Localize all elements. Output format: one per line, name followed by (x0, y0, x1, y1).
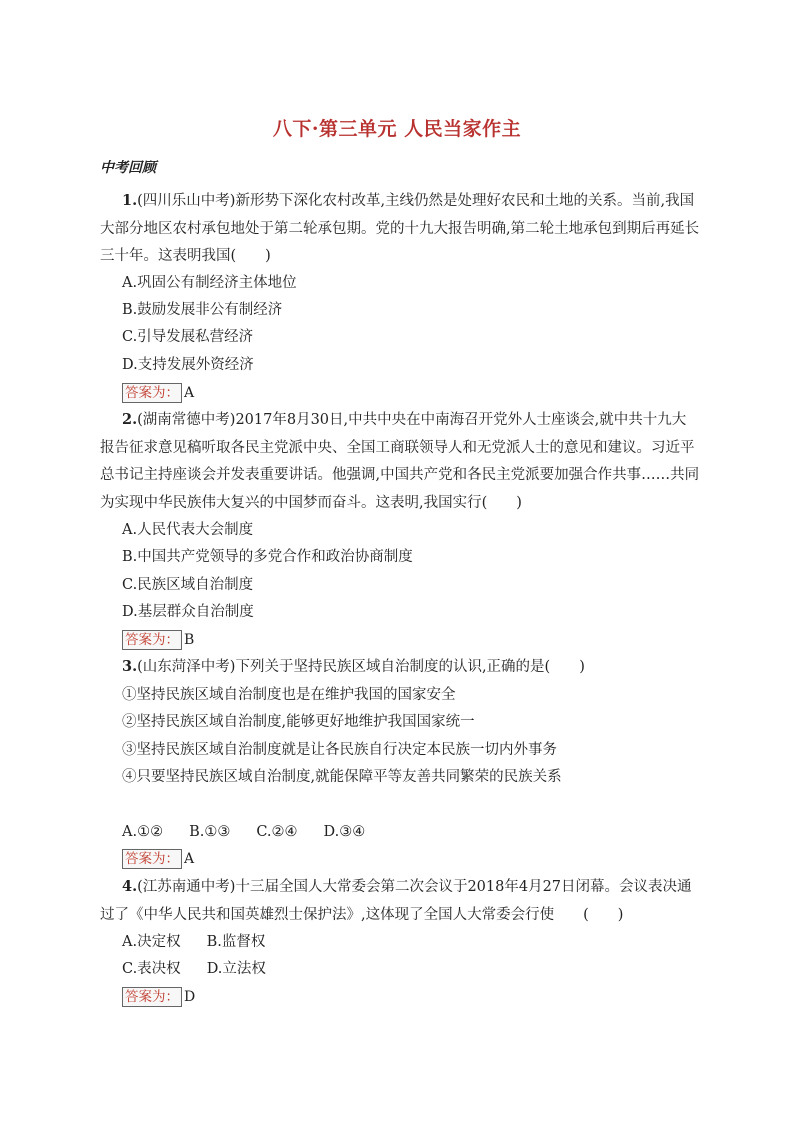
option-c: C.民族区域自治制度 (122, 577, 254, 593)
option-d: D.立法权 (206, 961, 266, 977)
question-stem: (湖南常德中考)2017年8月30日,中共中央在中南海召开党外人士座谈会,就中共十九大报告征求意见稿听取各民主党派中央、全国工商联领导人和无党派人士的意见和建议。习近平总书记主持座谈会并发表重要讲话。他强调,中国共产党和各民主党派要加强合作共事……共同为实现中华民族伟大复兴的中国梦而奋斗。这表明,我国实行( ) (100, 412, 700, 511)
option-d: D.③④ (323, 824, 366, 840)
answer-line (122, 987, 195, 1007)
question-3 (100, 653, 700, 682)
answer-label: 答案为： (122, 630, 182, 650)
question-stem: (山东菏泽中考)下列关于坚持民族区域自治制度的认识,正确的是( ) (137, 659, 585, 675)
statement-3: ③坚持民族区域自治制度就是让各民族自行决定本民族一切内外事务 (122, 742, 557, 758)
answer-label: 答案为： (122, 383, 182, 403)
answer-line (122, 849, 194, 869)
answer-value: D (184, 989, 196, 1005)
page-title: 八下·第三单元 人民当家作主 (272, 118, 522, 140)
answer-label: 答案为： (122, 987, 182, 1007)
question-number: 2. (122, 411, 138, 428)
statement-4: ④只要坚持民族区域自治制度,就能保障平等友善共同繁荣的民族关系 (122, 769, 562, 785)
option-row (122, 932, 291, 952)
question-stem: (江苏南通中考)十三届全国人大常委会第二次会议于2018年4月27日闭幕。会议表决通过了《中华人民共和国英雄烈士保护法》,这体现了全国人大常委会行使 ( ) (100, 879, 692, 923)
option-c: C.表决权 (122, 961, 181, 977)
question-2 (100, 406, 700, 517)
option-row (122, 959, 292, 979)
answer-line (122, 630, 194, 650)
question-number: 4. (122, 878, 138, 895)
section-heading: 中考回顾 (100, 160, 156, 176)
answer-line (122, 383, 194, 403)
answer-value: B (184, 632, 195, 648)
option-b: B.①③ (189, 824, 231, 840)
question-stem: (四川乐山中考)新形势下深化农村改革,主线仍然是处理好农民和土地的关系。当前,我国大部分地区农村承包地处于第二轮承包期。党的十九大报告明确,第二轮土地承包到期后再延长三十年。这表明我国( ) (100, 193, 700, 264)
option-c: C.引导发展私营经济 (122, 329, 254, 345)
answer-label: 答案为： (122, 849, 182, 869)
question-number: 1. (122, 192, 138, 209)
statement-1: ①坚持民族区域自治制度也是在维护我国的国家安全 (122, 687, 456, 703)
question-1 (100, 187, 700, 271)
statement-2: ②坚持民族区域自治制度,能够更好地维护我国国家统一 (122, 714, 475, 730)
question-4 (100, 873, 700, 929)
option-row (122, 822, 391, 842)
question-number: 3. (122, 658, 138, 675)
option-a: A.①② (122, 824, 164, 840)
answer-value: A (184, 385, 195, 401)
option-c: C.②④ (256, 824, 298, 840)
option-a: A.人民代表大会制度 (122, 522, 254, 538)
answer-value: A (184, 851, 195, 867)
option-b: B.中国共产党领导的多党合作和政治协商制度 (122, 549, 413, 565)
option-b: B.鼓励发展非公有制经济 (122, 302, 283, 318)
option-d: D.基层群众自治制度 (122, 604, 254, 620)
option-a: A.巩固公有制经济主体地位 (122, 275, 297, 291)
option-a: A.决定权 (122, 934, 181, 950)
option-b: B.监督权 (206, 934, 266, 950)
option-d: D.支持发展外资经济 (122, 357, 254, 373)
